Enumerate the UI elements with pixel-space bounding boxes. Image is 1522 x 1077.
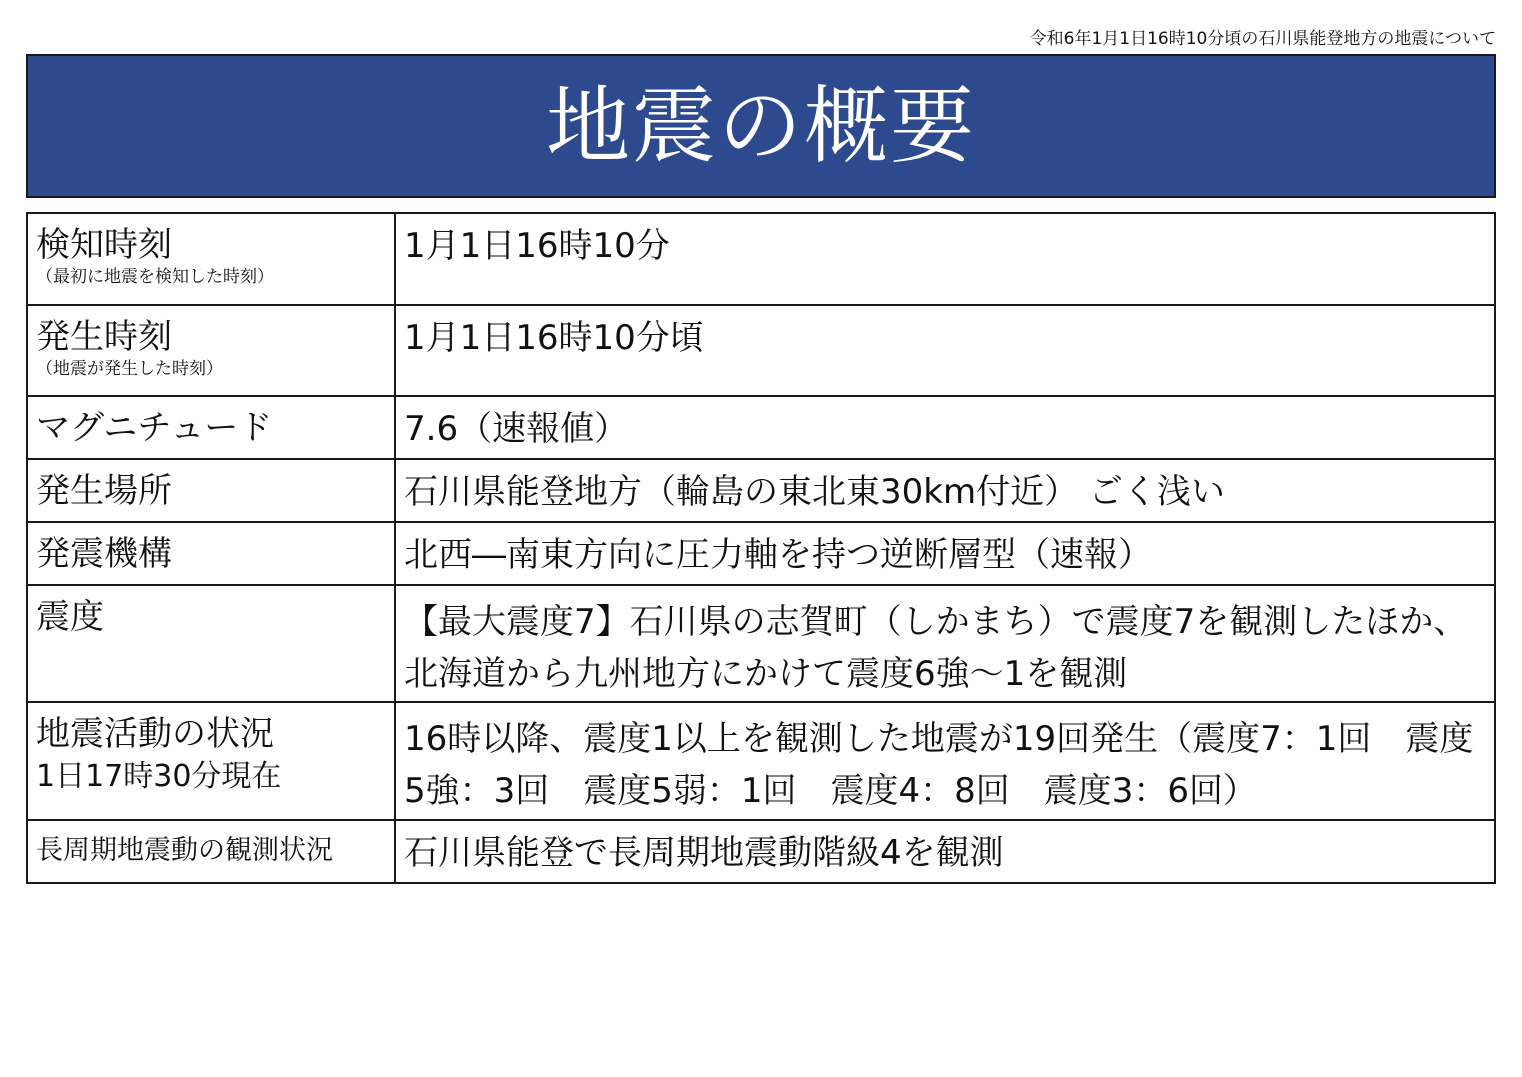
row-value: 16時以降、震度1以上を観測した地震が19回発生（震度7：1回 震度5強：3回 震度5弱：1回 震度4：8回 震度3：6回）	[404, 719, 1474, 811]
row-label: 発生場所	[36, 471, 172, 511]
row-label-cell	[27, 702, 395, 820]
row-label: マグニチュード	[36, 408, 273, 448]
row-label-cell	[27, 213, 395, 305]
row-value: 石川県能登で長周期地震動階級4を観測	[404, 833, 1004, 873]
table-row-magnitude	[27, 396, 1495, 459]
row-label: 震度	[36, 597, 104, 637]
row-value: 1月1日16時10分頃	[404, 318, 704, 358]
row-label: 発生時刻	[36, 317, 172, 357]
row-value-cell	[395, 305, 1495, 396]
row-value: 1月1日16時10分	[404, 226, 670, 266]
row-value: 【最大震度7】石川県の志賀町（しかまち）で震度7を観測したほか、北海道から九州地方にかけて震度6強～1を観測	[404, 602, 1468, 694]
row-sublabel: （地震が発生した時刻）	[36, 359, 223, 379]
row-value-cell	[395, 396, 1495, 459]
table-row-occurrence-time	[27, 305, 1495, 396]
table-row-location	[27, 459, 1495, 522]
row-value-cell	[395, 585, 1495, 702]
row-label-cell	[27, 522, 395, 585]
earthquake-summary-table	[26, 212, 1496, 884]
row-value-cell	[395, 702, 1495, 820]
row-label-cell	[27, 585, 395, 702]
table-row-long-period-motion	[27, 820, 1495, 883]
table-row-detection-time	[27, 213, 1495, 305]
row-label: 検知時刻	[36, 225, 172, 265]
document-caption: 令和6年1月1日16時10分頃の石川県能登地方の地震について	[1029, 29, 1496, 49]
row-label-cell	[27, 305, 395, 396]
row-label: 発震機構	[36, 534, 172, 574]
row-value-cell	[395, 522, 1495, 585]
row-value: 石川県能登地方（輪島の東北東30km付近） ごく浅い	[404, 472, 1225, 512]
row-label-cell	[27, 396, 395, 459]
row-label-cell	[27, 820, 395, 883]
table-row-focal-mechanism	[27, 522, 1495, 585]
page-title: 地震の概要	[545, 77, 976, 175]
row-value-cell	[395, 820, 1495, 883]
row-label-cell	[27, 459, 395, 522]
row-sublabel: 1日17時30分現在	[36, 759, 282, 794]
row-value: 7.6（速報値）	[404, 409, 629, 449]
table-row-seismic-intensity	[27, 585, 1495, 702]
row-value: 北西―南東方向に圧力軸を持つ逆断層型（速報）	[404, 535, 1152, 575]
title-banner	[26, 54, 1496, 198]
table-row-seismic-activity	[27, 702, 1495, 820]
row-sublabel: （最初に地震を検知した時刻）	[36, 267, 274, 287]
row-label: 長周期地震動の観測状況	[36, 835, 333, 866]
row-label: 地震活動の状況	[36, 714, 274, 754]
row-value-cell	[395, 459, 1495, 522]
row-value-cell	[395, 213, 1495, 305]
